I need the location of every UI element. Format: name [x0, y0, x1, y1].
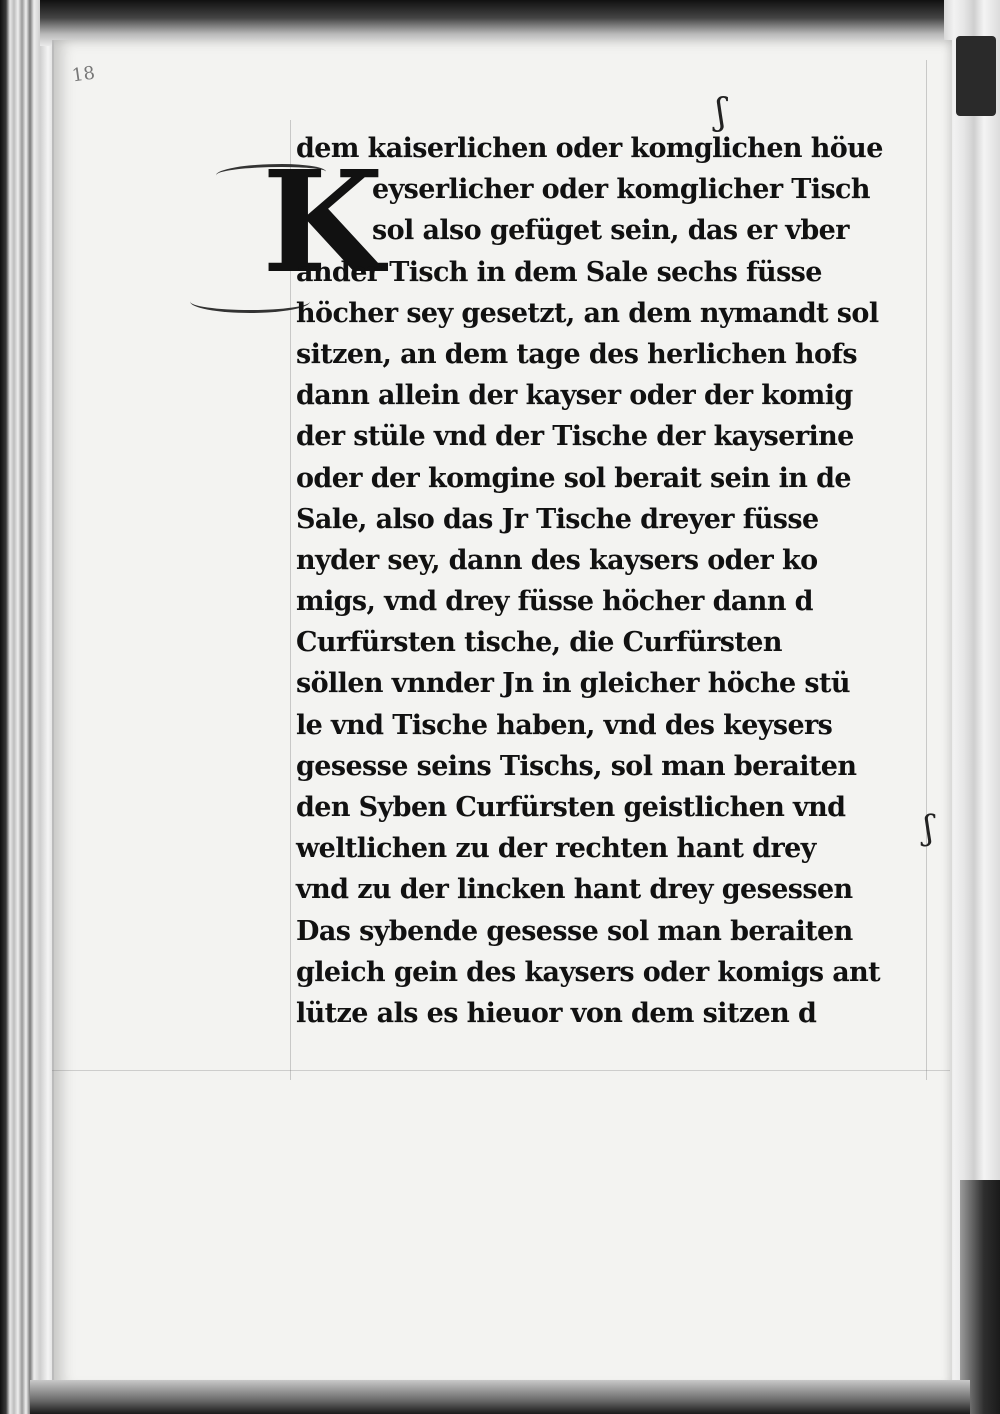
- text-line: sitzen, an dem tage des herlichen hofs: [296, 338, 857, 370]
- text-line: lütze als es hieuor von dem sitzen d: [296, 997, 817, 1029]
- decorated-initial: K: [262, 141, 384, 305]
- manuscript-text: [296, 128, 916, 1034]
- text-line: der stüle vnd der Tische der kayserine: [296, 421, 854, 453]
- text-line: gleich gein des kaysers oder komigs ant: [296, 956, 881, 988]
- ruling-line-bottom: [52, 1070, 950, 1071]
- ruling-line-right: [926, 60, 927, 1080]
- text-line: gesesse seins Tischs, sol man beraiten: [296, 750, 857, 782]
- text-line: Das sybende gesesse sol man beraiten: [296, 915, 853, 947]
- text-line: höcher sey gesetzt, an dem nymandt sol: [296, 297, 879, 329]
- margin-flourish: ʃ: [924, 808, 934, 848]
- text-line: weltlichen zu der rechten hant drey: [296, 833, 816, 865]
- text-line: den Syben Curfürsten geistlichen vnd: [296, 792, 846, 823]
- text-line: sol also gefüget sein, das er vber: [372, 215, 849, 247]
- text-line: ander Tisch in dem Sale sechs füsse: [296, 256, 822, 288]
- folio-number: 18: [70, 62, 97, 87]
- text-line: oder der komgine sol berait sein in de: [296, 462, 851, 494]
- text-line: dem kaiserlichen oder komglichen höue: [296, 133, 883, 164]
- clasp-top: [956, 36, 996, 116]
- text-line: dann allein der kayser oder der komig: [296, 380, 853, 412]
- flourish-ornament: ʃ: [716, 92, 726, 133]
- clasp-bottom: [960, 1180, 1000, 1414]
- text-line: le vnd Tische haben, vnd des keysers: [296, 709, 833, 741]
- text-line: Curfürsten tische, die Curfürsten: [296, 627, 782, 659]
- text-line: vnd zu der lincken hant drey gesessen: [296, 874, 853, 906]
- text-line: migs, vnd drey füsse höcher dann d: [296, 586, 813, 618]
- text-line: söllen vnnder Jn in gleicher höche stü: [296, 668, 850, 700]
- text-line: eyserlicher oder komglicher Tisch: [372, 174, 870, 206]
- initial-tail: [190, 290, 310, 313]
- text-line: Sale, also das Jr Tische dreyer füsse: [296, 503, 819, 535]
- page-bottom-shadow: [30, 1380, 970, 1414]
- text-line: nyder sey, dann des kaysers oder ko: [296, 544, 818, 576]
